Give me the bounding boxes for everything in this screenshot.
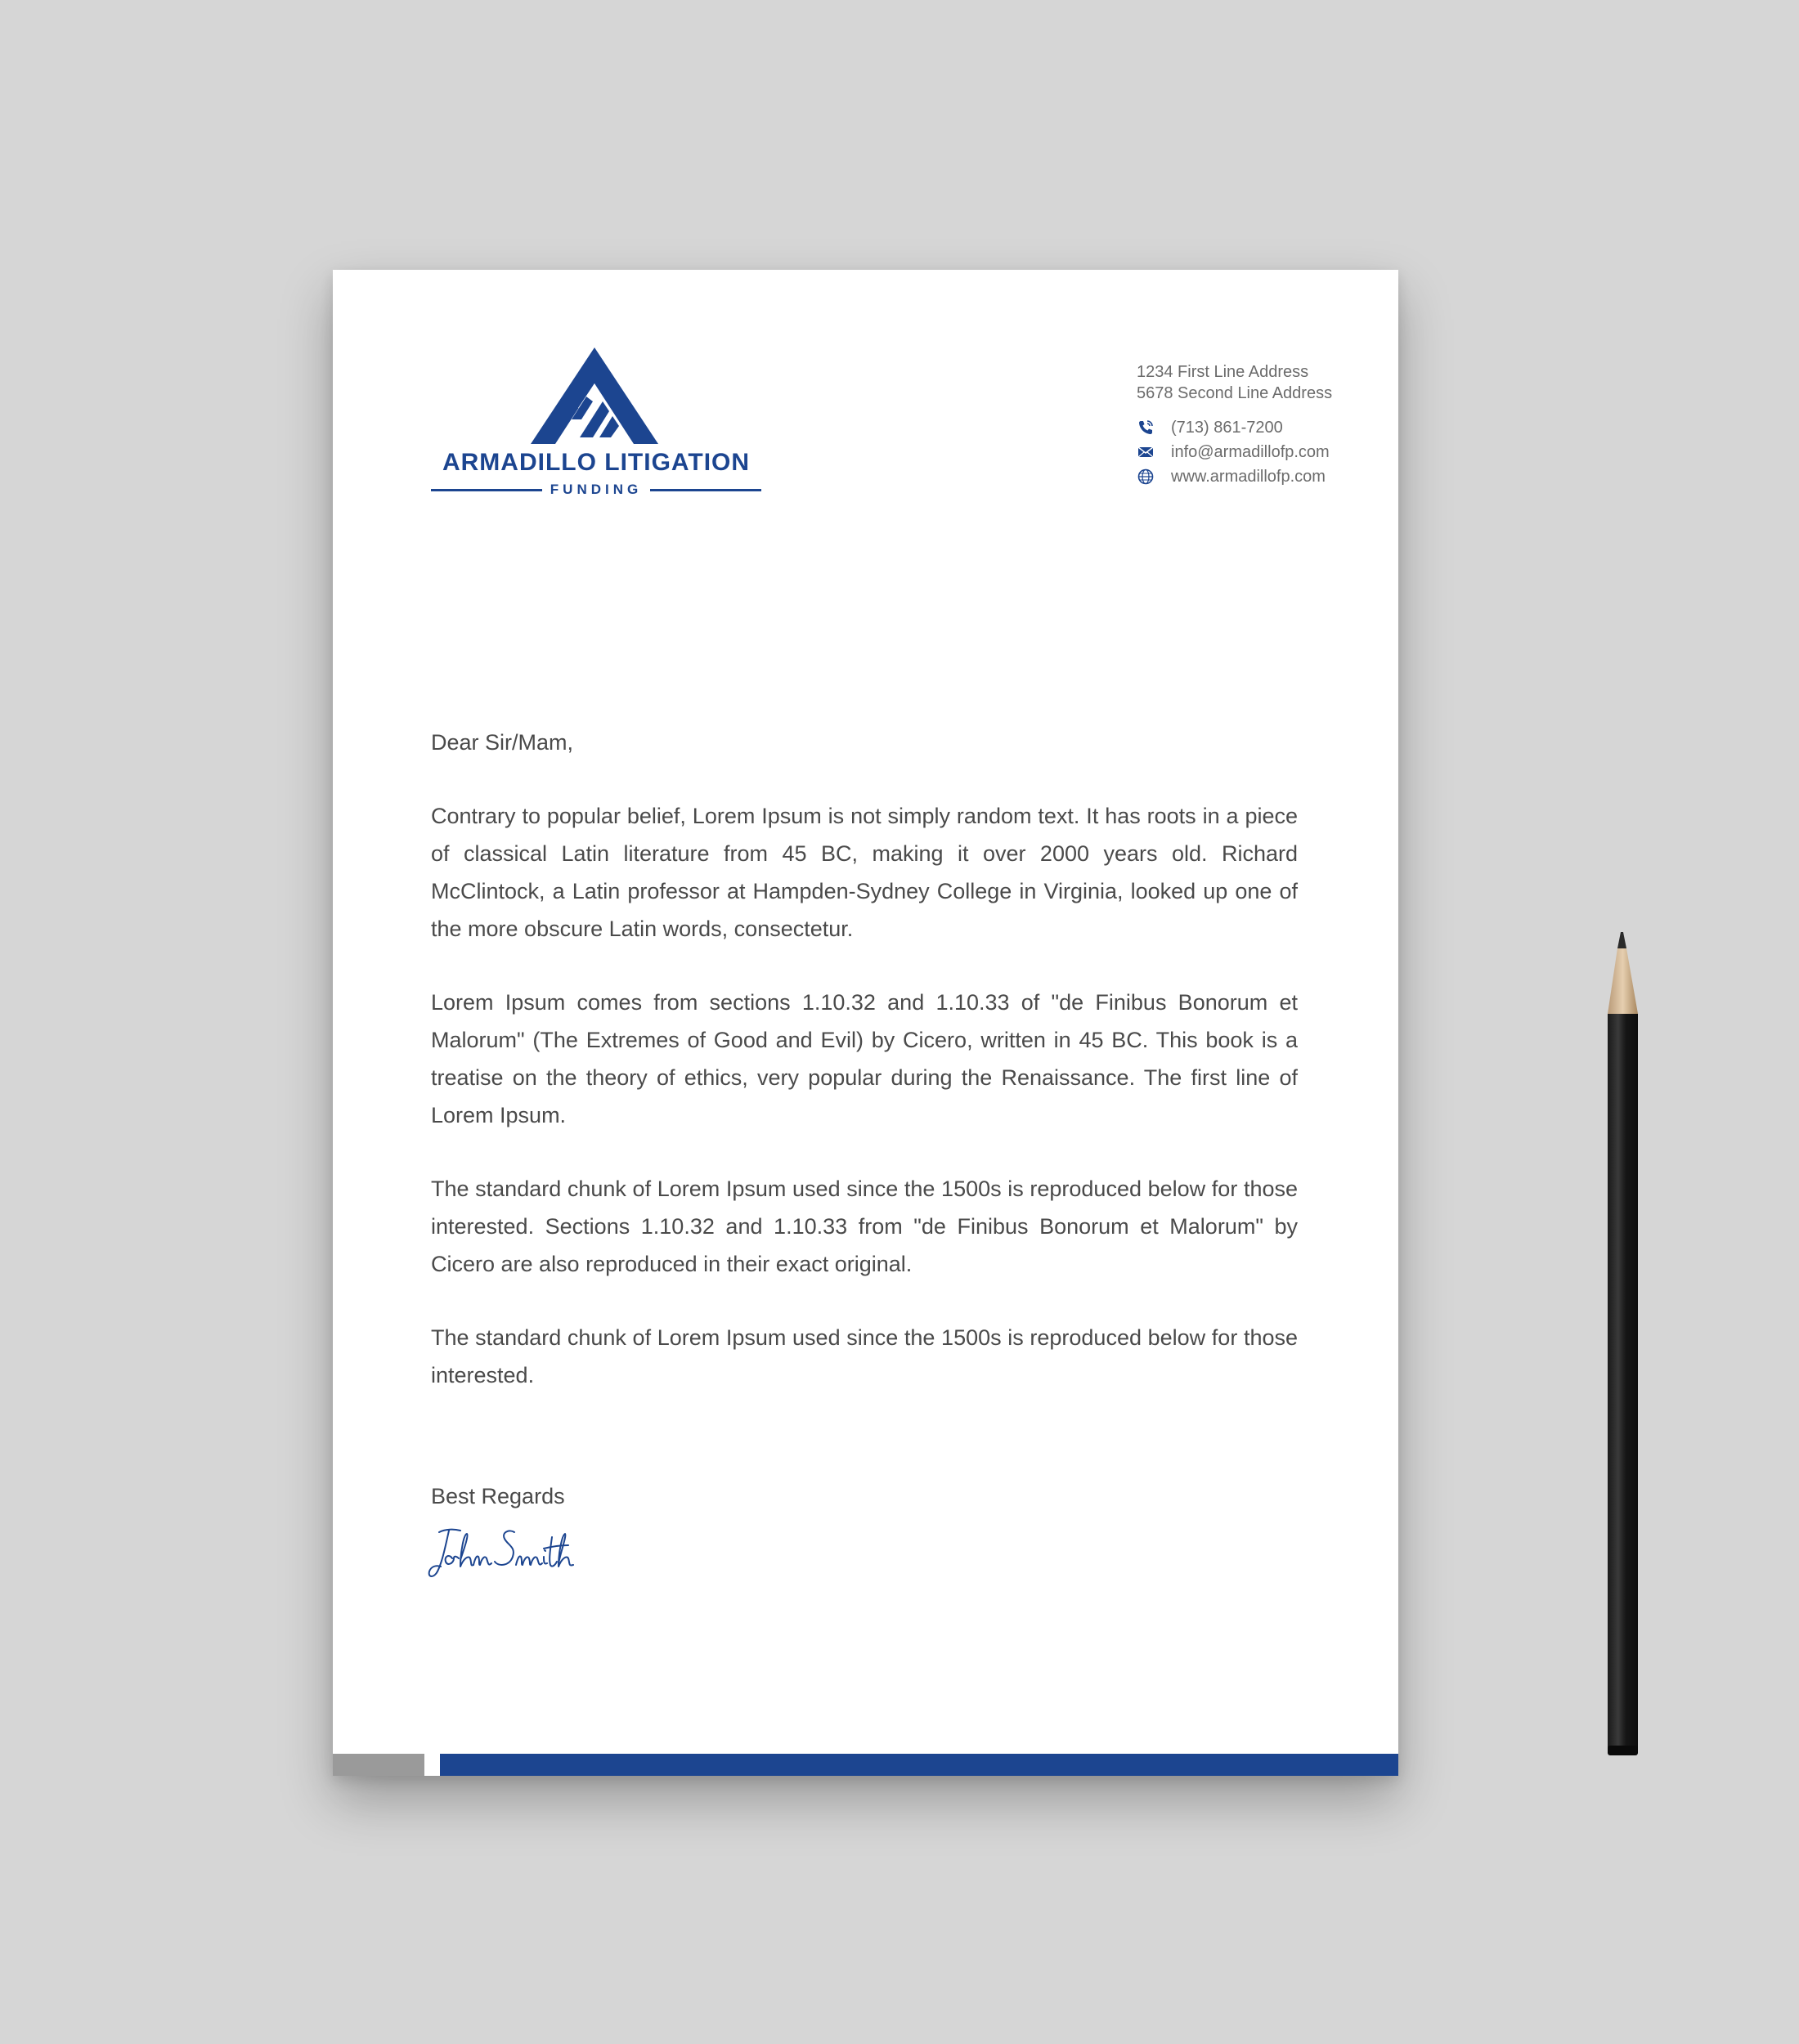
- address-line-2: 5678 Second Line Address: [1137, 384, 1333, 402]
- footer-bar-blue: [440, 1754, 1398, 1776]
- contact-block: [1137, 361, 1382, 489]
- company-name: ARMADILLO LITIGATION: [442, 449, 751, 476]
- address-line-1: 1234 First Line Address: [1137, 363, 1309, 381]
- paragraph: The standard chunk of Lorem Ipsum used since the 1500s is reproduced below for those interested.: [431, 1325, 1298, 1387]
- closing: Best Regards: [431, 1484, 565, 1508]
- contact-email-row: [1137, 440, 1382, 464]
- logo-mark-icon: [531, 347, 658, 444]
- salutation: Dear Sir/Mam,: [431, 730, 574, 755]
- envelope-icon: [1137, 443, 1155, 461]
- letterhead-sheet: [333, 270, 1398, 1776]
- paragraph: Lorem Ipsum comes from sections 1.10.32 and 1.10.33 of "de Finibus Bonorum et Malorum" (The Extremes of Good and Evil) by Cicero, written in 45 BC. This book is a treatise on the theory of ethics, very popular during the Renaissance. The first line of Lorem Ipsum.: [431, 990, 1298, 1127]
- paragraph: Contrary to popular belief, Lorem Ipsum is not simply random text. It has roots in a piece of classical Latin literature from 45 BC, making it over 2000 years old. Richard McClintock, a Latin professor at Hampden-Sydney College in Virginia, looked up one of the more obscure Latin words, consectetur.: [431, 804, 1298, 941]
- company-subtitle: FUNDING: [550, 482, 643, 497]
- footer-bar-grey: [333, 1754, 424, 1776]
- globe-icon: [1137, 468, 1155, 486]
- website-url: www.armadillofp.com: [1171, 467, 1326, 486]
- contact-website-row: [1137, 464, 1382, 489]
- paragraph: The standard chunk of Lorem Ipsum used since the 1500s is reproduced below for those interested. Sections 1.10.32 and 1.10.33 from "de Finibus Bonorum et Malorum" by Cicero are also reproduced in their exact original.: [431, 1177, 1298, 1276]
- contact-phone-row: [1137, 415, 1382, 440]
- logo-rule-right: [650, 489, 761, 491]
- email-address: info@armadillofp.com: [1171, 442, 1330, 461]
- phone-icon: [1137, 419, 1155, 437]
- signature-image: [424, 1521, 588, 1586]
- company-subtitle-row: [431, 480, 761, 500]
- logo-rule-left: [431, 489, 542, 491]
- pencil-image: [1603, 932, 1644, 1758]
- phone-number: (713) 861-7200: [1171, 418, 1283, 437]
- letter-body: [431, 724, 1298, 1430]
